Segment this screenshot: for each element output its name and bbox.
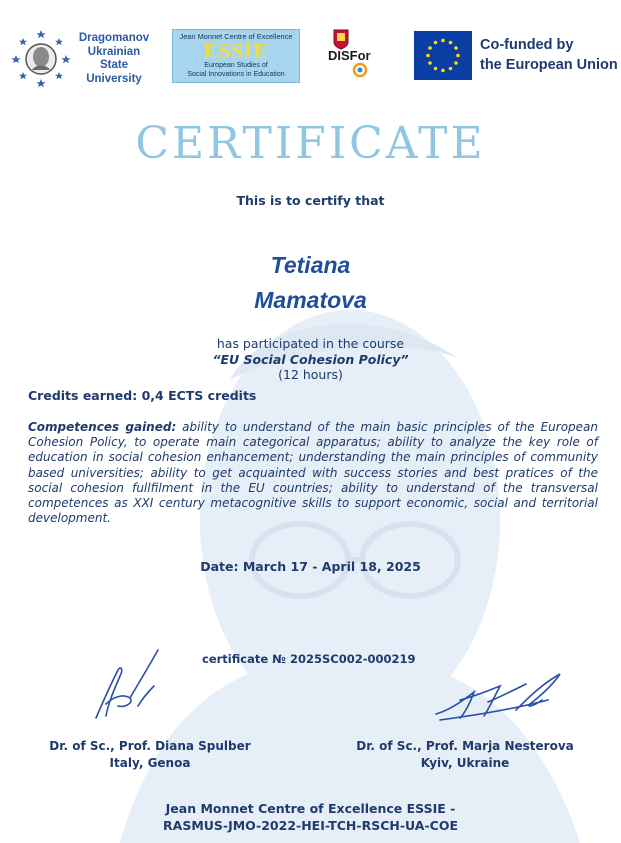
eu-funding-line: Co-funded by <box>480 37 574 53</box>
course-name: “EU Social Cohesion Policy” <box>212 351 409 367</box>
course-hours: (12 hours) <box>278 367 343 382</box>
essie-logo <box>172 29 300 83</box>
signatory-location: Kyiv, Ukraine <box>420 756 510 770</box>
participation-line: has participated in the course <box>216 336 405 351</box>
competences-label: Competences gained: <box>28 420 177 434</box>
signatory-name: Dr. of Sc., Prof. Marja Nesterova <box>356 739 574 753</box>
university-name-line: Dragomanov <box>78 32 150 44</box>
footer-line: RASMUS-JMO-2022-HEI-TCH-RSCH-UA-COE <box>163 818 458 833</box>
recipient-first-name: Tetiana <box>270 252 351 278</box>
footer-line: Jean Monnet Centre of Excellence ESSIE - <box>165 801 456 816</box>
competences-text: ability to understand of the main basic principles of the European Cohesion Policy, to operate main categorical apparatus; ability to analyze the key role of education in social cohesion enhancement; understanding the main principles of community based universities; ability to get acquainted with success stories and best pratices of the social cohesion fullfilment in the EU countries; ability to understand of the transversal competences as XXI century metacognitive skills to support economic, social and territorial development. <box>28 420 598 526</box>
signatory-location: Italy, Genoa <box>109 756 191 770</box>
essie-subtitle-line: Social Innovations in Education <box>187 70 285 78</box>
eu-funding-line: the European Union <box>480 57 618 73</box>
signatory-left <box>30 738 270 772</box>
eu-flag-icon <box>414 31 472 80</box>
recipient-last-name: Mamatova <box>254 287 367 313</box>
essie-acronym: ESSIE <box>203 39 269 63</box>
university-name-line: University <box>86 72 142 85</box>
credits-earned: Credits earned: 0,4 ECTS credits <box>28 388 257 403</box>
signatory-right <box>345 738 585 772</box>
signature-left-icon <box>84 646 174 724</box>
footer <box>0 800 621 834</box>
certificate-title: CERTIFICATE <box>135 118 486 169</box>
essie-subtitle-line: European Studies of <box>204 62 268 69</box>
university-name-line: Ukrainian <box>87 45 141 58</box>
course-info <box>0 336 621 383</box>
competences-paragraph <box>28 420 598 526</box>
essie-top-line: Jean Monnet Centre of Excellence <box>179 32 293 41</box>
university-seal-icon <box>10 28 72 90</box>
signatory-name: Dr. of Sc., Prof. Diana Spulber <box>49 739 251 753</box>
disfor-name: DISFor <box>328 48 371 63</box>
university-name <box>74 32 154 86</box>
signature-right-icon <box>430 670 570 726</box>
university-name-line: State <box>99 59 129 71</box>
course-date: Date: March 17 - April 18, 2025 <box>200 559 421 574</box>
certify-line: This is to certify that <box>236 193 385 208</box>
eu-funding-label <box>480 35 618 75</box>
certificate-number: certificate № 2025SC002-000219 <box>202 652 416 666</box>
